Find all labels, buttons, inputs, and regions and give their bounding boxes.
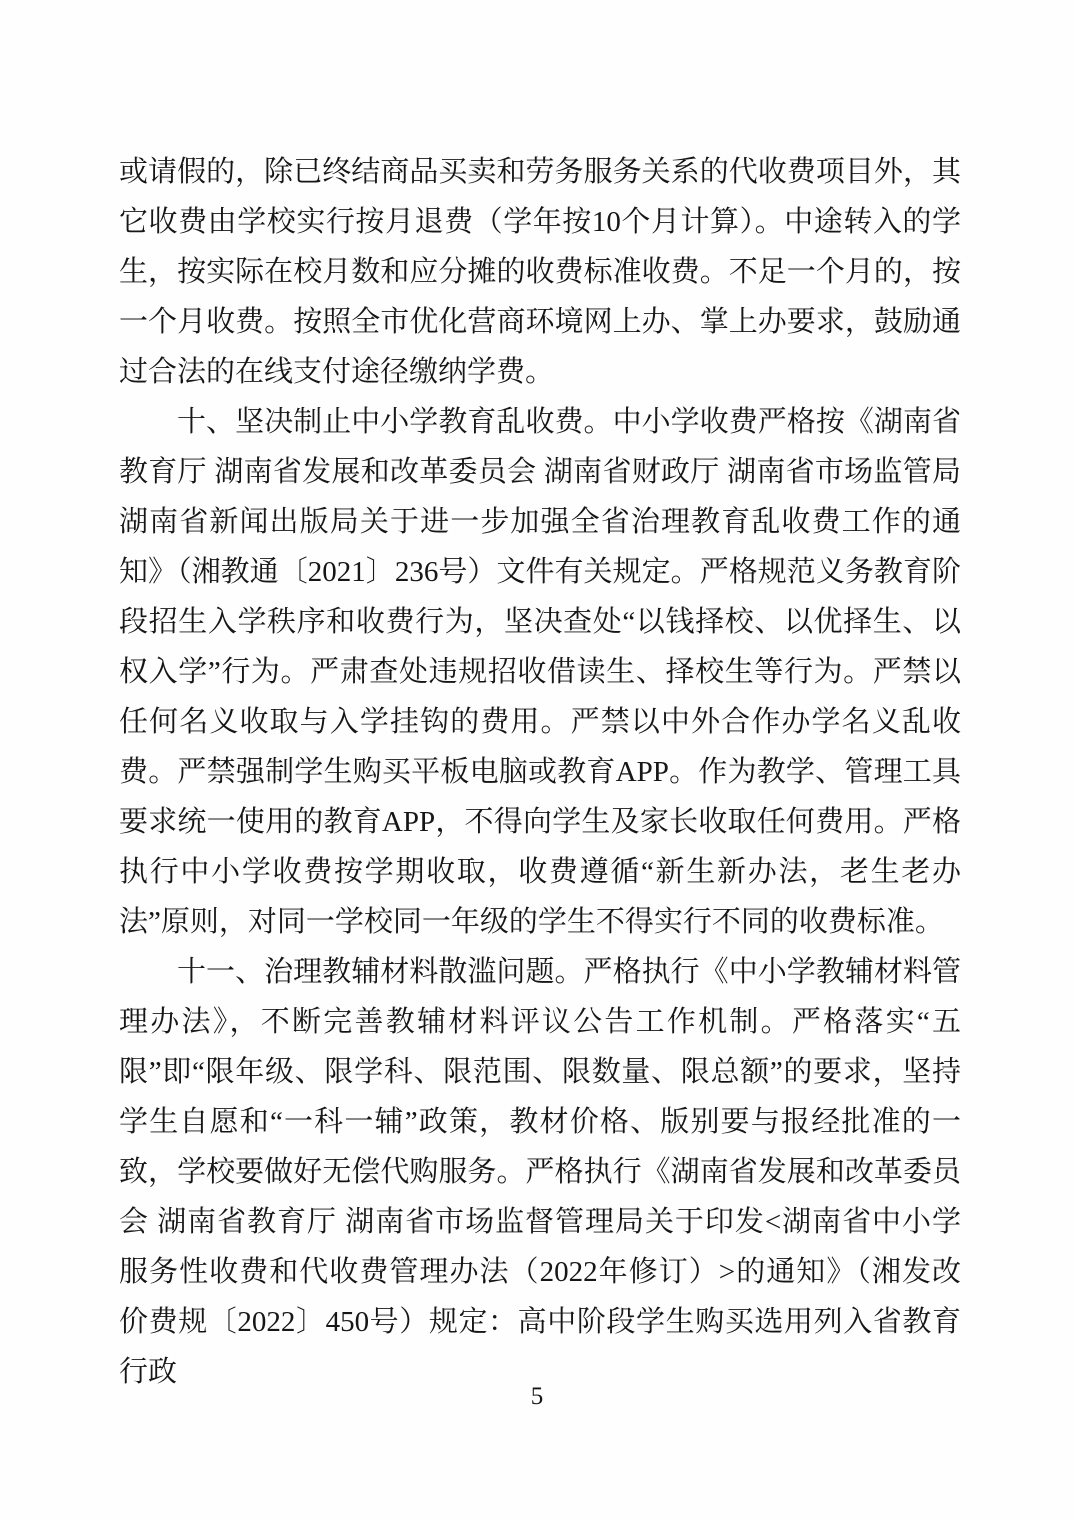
- document-body: [119, 147, 961, 1397]
- page-number: 5: [530, 1383, 544, 1410]
- paragraph-item-10: 十、坚决制止中小学教育乱收费。中小学收费严格按《湖南省教育厅 湖南省发展和改革委员会 湖南省财政厅 湖南省市场监管局 湖南省新闻出版局关于进一步加强全省治理教育乱收费工作的通知》（湘教通〔2021〕236号）文件有关规定。严格规范义务教育阶段招生入学秩序和收费行为，坚决查处“以钱择校、以优择生、以权入学”行为。严肃查处违规招收借读生、择校生等行为。严禁以任何名义收取与入学挂钩的费用。严禁以中外合作办学名义乱收费。严禁强制学生购买平板电脑或教育APP。作为教学、管理工具要求统一使用的教育APP，不得向学生及家长收取任何费用。严格执行中小学收费按学期收取，收费遵循“新生新办法，老生老办法”原则，对同一学校同一年级的学生不得实行不同的收费标准。: [119, 406, 961, 938]
- paragraph-item-11: 十一、治理教辅材料散滥问题。严格执行《中小学教辅材料管理办法》，不断完善教辅材料评议公告工作机制。严格落实“五限”即“限年级、限学科、限范围、限数量、限总额”的要求，坚持学生自愿和“一科一辅”政策，教材价格、版别要与报经批准的一致，学校要做好无偿代购服务。严格执行《湖南省发展和改革委员会 湖南省教育厅 湖南省市场监督管理局关于印发<湖南省中小学服务性收费和代收费管理办法（2022年修订）>的通知》（湘发改价费规〔2022〕450号）规定：高中阶段学生购买选用列入省教育行政: [119, 956, 961, 1388]
- paragraph-continuation: 或请假的，除已终结商品买卖和劳务服务关系的代收费项目外，其它收费由学校实行按月退费（学年按10个月计算）。中途转入的学生，按实际在校月数和应分摊的收费标准收费。不足一个月的，按一个月收费。按照全市优化营商环境网上办、掌上办要求，鼓励通过合法的在线支付途径缴纳学费。: [119, 156, 961, 388]
